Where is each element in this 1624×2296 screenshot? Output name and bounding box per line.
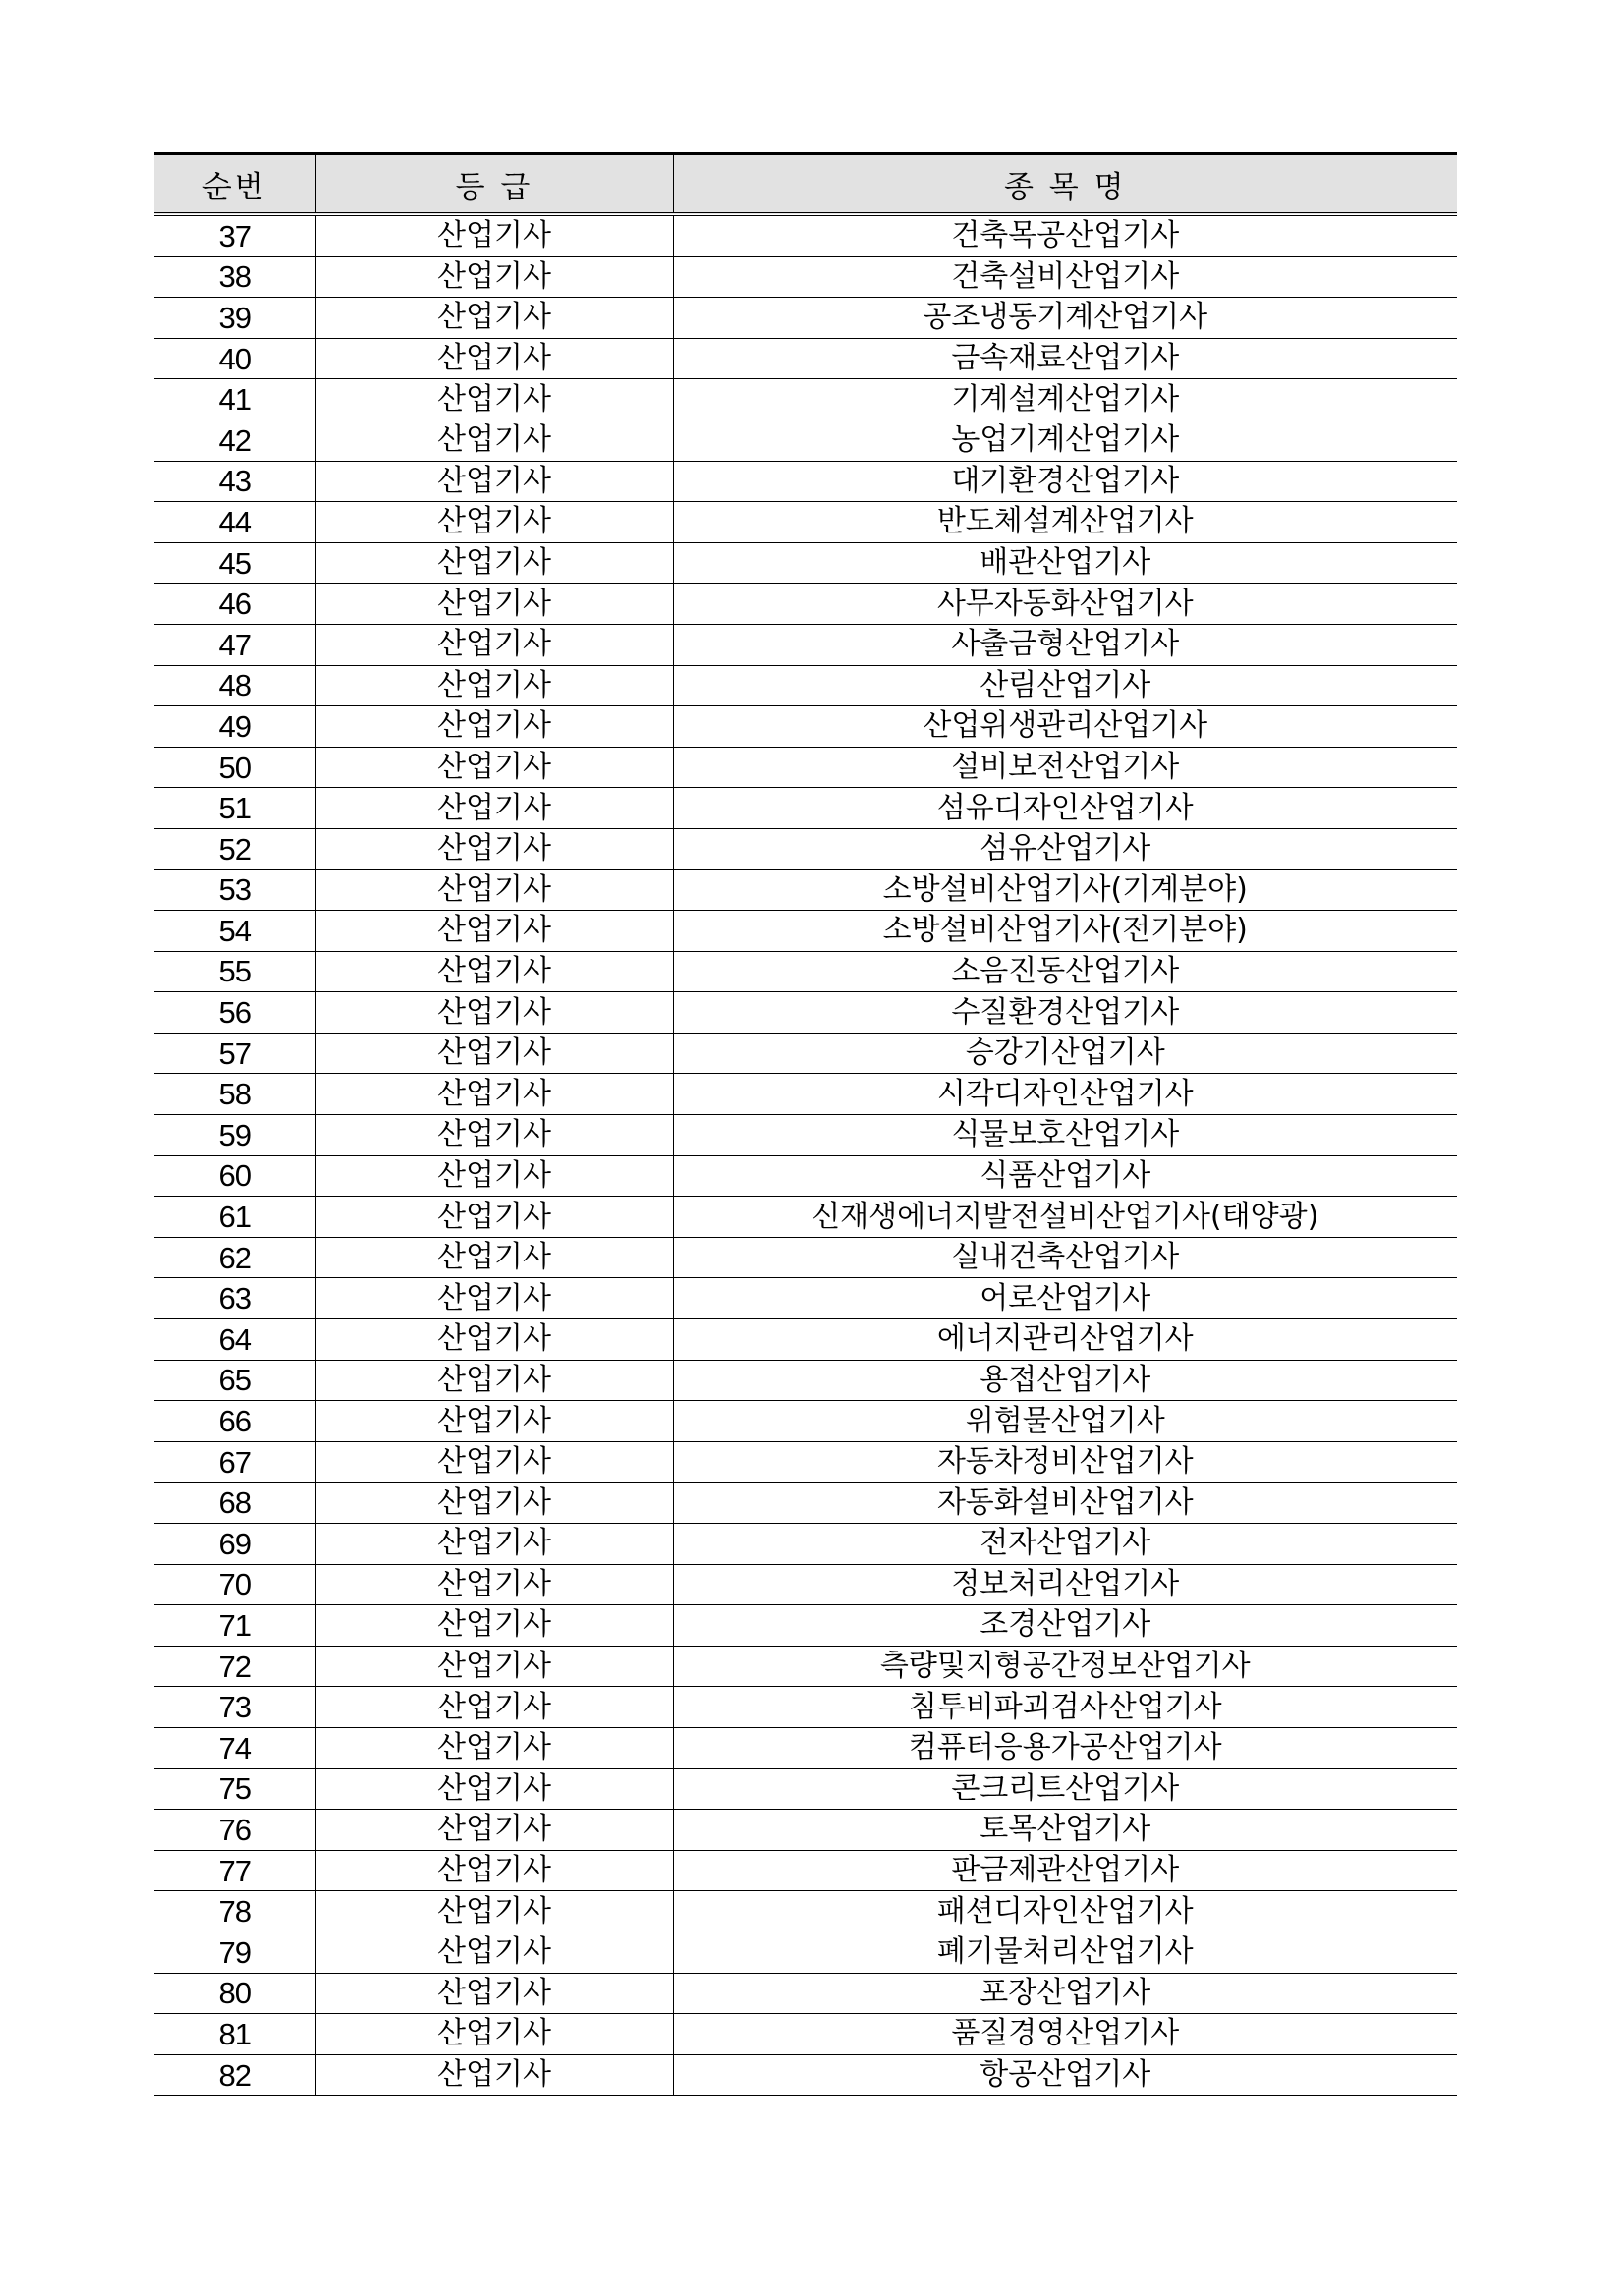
item-name-cell: 건축목공산업기사	[673, 214, 1457, 256]
seq-number-cell: 72	[154, 1646, 315, 1687]
seq-number-cell: 79	[154, 1932, 315, 1973]
grade-cell: 산업기사	[315, 1768, 673, 1810]
header-row	[154, 154, 1457, 215]
grade-cell: 산업기사	[315, 379, 673, 420]
seq-number-cell: 65	[154, 1360, 315, 1401]
item-name-cell: 설비보전산업기사	[673, 747, 1457, 788]
item-name-cell: 신재생에너지발전설비산업기사(태양광)	[673, 1197, 1457, 1238]
item-name-cell: 소음진동산업기사	[673, 951, 1457, 992]
grade-cell: 산업기사	[315, 1483, 673, 1524]
seq-number-cell: 64	[154, 1319, 315, 1361]
item-name-cell: 승강기산업기사	[673, 1033, 1457, 1074]
table-row	[154, 706, 1457, 748]
table-row	[154, 665, 1457, 706]
item-name-cell: 기계설계산업기사	[673, 379, 1457, 420]
table-row	[154, 461, 1457, 502]
grade-cell: 산업기사	[315, 1278, 673, 1319]
seq-number-cell: 54	[154, 911, 315, 952]
item-name-cell: 수질환경산업기사	[673, 992, 1457, 1034]
table-row	[154, 420, 1457, 461]
grade-cell: 산업기사	[315, 1319, 673, 1361]
item-name-cell: 어로산업기사	[673, 1278, 1457, 1319]
seq-number-cell: 45	[154, 542, 315, 584]
table-row	[154, 2054, 1457, 2096]
grade-cell: 산업기사	[315, 461, 673, 502]
item-name-cell: 포장산업기사	[673, 1973, 1457, 2014]
item-name-cell: 금속재료산업기사	[673, 338, 1457, 379]
table-row	[154, 1074, 1457, 1115]
table-row	[154, 788, 1457, 829]
seq-number-cell: 52	[154, 828, 315, 869]
item-name-cell: 공조냉동기계산업기사	[673, 298, 1457, 339]
item-name-cell: 측량및지형공간정보산업기사	[673, 1646, 1457, 1687]
item-name-cell: 사무자동화산업기사	[673, 584, 1457, 625]
seq-number-cell: 38	[154, 256, 315, 298]
seq-number-cell: 50	[154, 747, 315, 788]
item-name-cell: 콘크리트산업기사	[673, 1768, 1457, 1810]
table-row	[154, 298, 1457, 339]
item-name-cell: 컴퓨터응용가공산업기사	[673, 1727, 1457, 1768]
table-row	[154, 1197, 1457, 1238]
item-name-cell: 용접산업기사	[673, 1360, 1457, 1401]
item-name-cell: 패션디자인산업기사	[673, 1891, 1457, 1932]
seq-number-cell: 71	[154, 1605, 315, 1647]
item-name-cell: 정보처리산업기사	[673, 1564, 1457, 1605]
grade-cell: 산업기사	[315, 338, 673, 379]
seq-number-cell: 59	[154, 1115, 315, 1156]
table-row	[154, 584, 1457, 625]
table-row	[154, 1891, 1457, 1932]
item-name-cell: 반도체설계산업기사	[673, 502, 1457, 543]
item-name-cell: 조경산업기사	[673, 1605, 1457, 1647]
seq-number-cell: 42	[154, 420, 315, 461]
table-row	[154, 1727, 1457, 1768]
seq-number-cell: 81	[154, 2014, 315, 2055]
table-row	[154, 1932, 1457, 1973]
item-name-cell: 전자산업기사	[673, 1524, 1457, 1565]
table-row	[154, 1155, 1457, 1197]
grade-cell: 산업기사	[315, 1441, 673, 1483]
grade-cell: 산업기사	[315, 1155, 673, 1197]
item-name-cell: 배관산업기사	[673, 542, 1457, 584]
seq-number-cell: 37	[154, 214, 315, 256]
table-row	[154, 542, 1457, 584]
table-row	[154, 1401, 1457, 1442]
table-row	[154, 624, 1457, 665]
header-grade: 등 급	[315, 154, 673, 215]
table-row	[154, 1278, 1457, 1319]
seq-number-cell: 82	[154, 2054, 315, 2096]
grade-cell: 산업기사	[315, 1401, 673, 1442]
seq-number-cell: 39	[154, 298, 315, 339]
seq-number-cell: 51	[154, 788, 315, 829]
table-row	[154, 747, 1457, 788]
grade-cell: 산업기사	[315, 1074, 673, 1115]
grade-cell: 산업기사	[315, 788, 673, 829]
item-name-cell: 위험물산업기사	[673, 1401, 1457, 1442]
grade-cell: 산업기사	[315, 502, 673, 543]
grade-cell: 산업기사	[315, 1891, 673, 1932]
item-name-cell: 소방설비산업기사(전기분야)	[673, 911, 1457, 952]
seq-number-cell: 58	[154, 1074, 315, 1115]
table-row	[154, 1115, 1457, 1156]
table-row	[154, 1319, 1457, 1361]
seq-number-cell: 48	[154, 665, 315, 706]
seq-number-cell: 70	[154, 1564, 315, 1605]
seq-number-cell: 75	[154, 1768, 315, 1810]
seq-number-cell: 66	[154, 1401, 315, 1442]
seq-number-cell: 44	[154, 502, 315, 543]
item-name-cell: 건축설비산업기사	[673, 256, 1457, 298]
table-row	[154, 1973, 1457, 2014]
table-row	[154, 992, 1457, 1034]
table-row	[154, 1524, 1457, 1565]
item-name-cell: 농업기계산업기사	[673, 420, 1457, 461]
seq-number-cell: 56	[154, 992, 315, 1034]
grade-cell: 산업기사	[315, 665, 673, 706]
item-name-cell: 토목산업기사	[673, 1810, 1457, 1851]
table-row	[154, 379, 1457, 420]
grade-cell: 산업기사	[315, 828, 673, 869]
seq-number-cell: 43	[154, 461, 315, 502]
seq-number-cell: 73	[154, 1687, 315, 1728]
table-row	[154, 1810, 1457, 1851]
item-name-cell: 대기환경산업기사	[673, 461, 1457, 502]
item-name-cell: 품질경영산업기사	[673, 2014, 1457, 2055]
table-row	[154, 338, 1457, 379]
grade-cell: 산업기사	[315, 298, 673, 339]
seq-number-cell: 67	[154, 1441, 315, 1483]
item-name-cell: 폐기물처리산업기사	[673, 1932, 1457, 1973]
seq-number-cell: 61	[154, 1197, 315, 1238]
grade-cell: 산업기사	[315, 706, 673, 748]
seq-number-cell: 60	[154, 1155, 315, 1197]
seq-number-cell: 53	[154, 869, 315, 911]
item-name-cell: 산림산업기사	[673, 665, 1457, 706]
seq-number-cell: 41	[154, 379, 315, 420]
header-item-name: 종 목 명	[673, 154, 1457, 215]
seq-number-cell: 69	[154, 1524, 315, 1565]
table-row	[154, 828, 1457, 869]
item-name-cell: 침투비파괴검사산업기사	[673, 1687, 1457, 1728]
grade-cell: 산업기사	[315, 951, 673, 992]
table-row	[154, 1033, 1457, 1074]
grade-cell: 산업기사	[315, 624, 673, 665]
grade-cell: 산업기사	[315, 584, 673, 625]
grade-cell: 산업기사	[315, 1850, 673, 1891]
grade-cell: 산업기사	[315, 869, 673, 911]
grade-cell: 산업기사	[315, 747, 673, 788]
table-row	[154, 911, 1457, 952]
seq-number-cell: 74	[154, 1727, 315, 1768]
item-name-cell: 산업위생관리산업기사	[673, 706, 1457, 748]
table-row	[154, 1441, 1457, 1483]
item-name-cell: 시각디자인산업기사	[673, 1074, 1457, 1115]
table-row	[154, 256, 1457, 298]
table-row	[154, 1768, 1457, 1810]
grade-cell: 산업기사	[315, 2054, 673, 2096]
header-seq-number: 순번	[154, 154, 315, 215]
table-header	[154, 154, 1457, 215]
grade-cell: 산업기사	[315, 214, 673, 256]
item-name-cell: 섬유산업기사	[673, 828, 1457, 869]
grade-cell: 산업기사	[315, 1687, 673, 1728]
seq-number-cell: 49	[154, 706, 315, 748]
table-row	[154, 502, 1457, 543]
grade-cell: 산업기사	[315, 2014, 673, 2055]
grade-cell: 산업기사	[315, 911, 673, 952]
grade-cell: 산업기사	[315, 1605, 673, 1647]
grade-cell: 산업기사	[315, 1727, 673, 1768]
seq-number-cell: 76	[154, 1810, 315, 1851]
table-row	[154, 1687, 1457, 1728]
seq-number-cell: 63	[154, 1278, 315, 1319]
grade-cell: 산업기사	[315, 1237, 673, 1278]
seq-number-cell: 62	[154, 1237, 315, 1278]
grade-cell: 산업기사	[315, 1360, 673, 1401]
table-row	[154, 1483, 1457, 1524]
seq-number-cell: 77	[154, 1850, 315, 1891]
grade-cell: 산업기사	[315, 1646, 673, 1687]
item-name-cell: 식물보호산업기사	[673, 1115, 1457, 1156]
item-name-cell: 판금제관산업기사	[673, 1850, 1457, 1891]
seq-number-cell: 68	[154, 1483, 315, 1524]
seq-number-cell: 57	[154, 1033, 315, 1074]
certification-table	[154, 152, 1457, 2096]
item-name-cell: 항공산업기사	[673, 2054, 1457, 2096]
item-name-cell: 섬유디자인산업기사	[673, 788, 1457, 829]
table-row	[154, 214, 1457, 256]
table-row	[154, 951, 1457, 992]
seq-number-cell: 78	[154, 1891, 315, 1932]
item-name-cell: 실내건축산업기사	[673, 1237, 1457, 1278]
item-name-cell: 에너지관리산업기사	[673, 1319, 1457, 1361]
grade-cell: 산업기사	[315, 1197, 673, 1238]
seq-number-cell: 47	[154, 624, 315, 665]
item-name-cell: 소방설비산업기사(기계분야)	[673, 869, 1457, 911]
item-name-cell: 식품산업기사	[673, 1155, 1457, 1197]
grade-cell: 산업기사	[315, 1810, 673, 1851]
grade-cell: 산업기사	[315, 1932, 673, 1973]
table-body	[154, 214, 1457, 2096]
grade-cell: 산업기사	[315, 420, 673, 461]
seq-number-cell: 80	[154, 1973, 315, 2014]
seq-number-cell: 46	[154, 584, 315, 625]
table-row	[154, 1237, 1457, 1278]
table-row	[154, 1564, 1457, 1605]
item-name-cell: 자동차정비산업기사	[673, 1441, 1457, 1483]
grade-cell: 산업기사	[315, 1973, 673, 2014]
table-row	[154, 1850, 1457, 1891]
item-name-cell: 자동화설비산업기사	[673, 1483, 1457, 1524]
table-row	[154, 1646, 1457, 1687]
grade-cell: 산업기사	[315, 1524, 673, 1565]
table-row	[154, 1360, 1457, 1401]
table-row	[154, 2014, 1457, 2055]
grade-cell: 산업기사	[315, 1033, 673, 1074]
grade-cell: 산업기사	[315, 256, 673, 298]
grade-cell: 산업기사	[315, 542, 673, 584]
seq-number-cell: 55	[154, 951, 315, 992]
grade-cell: 산업기사	[315, 992, 673, 1034]
grade-cell: 산업기사	[315, 1564, 673, 1605]
seq-number-cell: 40	[154, 338, 315, 379]
grade-cell: 산업기사	[315, 1115, 673, 1156]
table-row	[154, 1605, 1457, 1647]
item-name-cell: 사출금형산업기사	[673, 624, 1457, 665]
table-row	[154, 869, 1457, 911]
